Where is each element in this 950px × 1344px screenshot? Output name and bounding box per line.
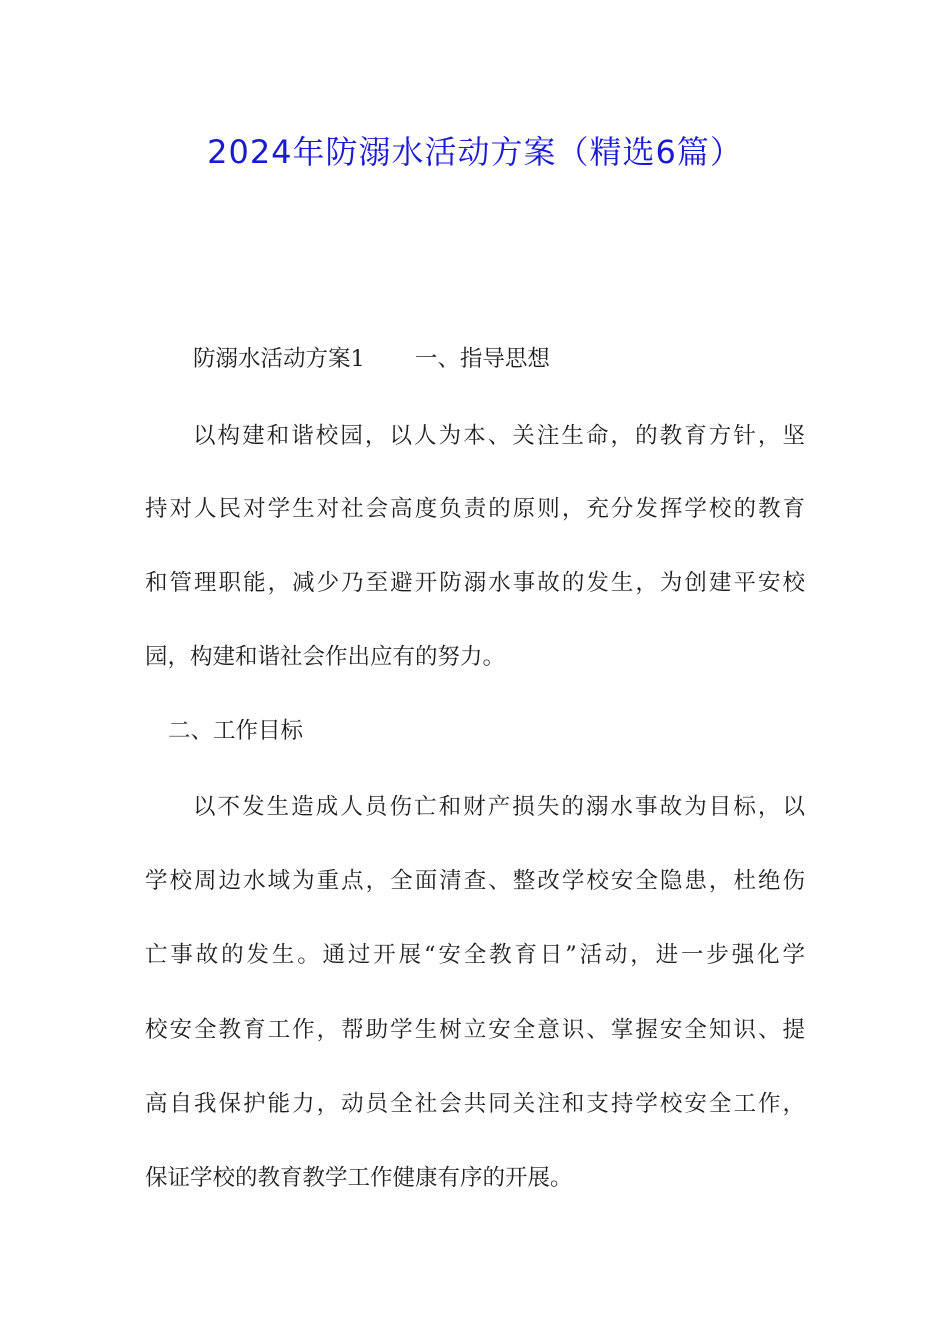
paragraph-line: 持对人民对学生对社会高度负责的原则，充分发挥学校的教育 — [145, 496, 805, 522]
paragraph-line: 高自我保护能力，动员全社会共同关注和支持学校安全工作， — [145, 1091, 805, 1117]
paragraph-line: 保证学校的教育教学工作健康有序的开展。 — [145, 1165, 573, 1191]
plan-heading-row — [193, 344, 550, 374]
plan-label: 防溺水活动方案1 — [193, 346, 365, 372]
document-title: 2024年防溺水活动方案（精选6篇） — [207, 133, 743, 171]
paragraph-line: 以构建和谐校园，以人为本、关注生命，的教育方针，坚 — [193, 423, 805, 449]
paragraph-line: 学校周边水域为重点，全面清查、整改学校安全隐患，杜绝伤 — [145, 868, 805, 894]
section-heading-work-goals: 二、工作目标 — [168, 718, 304, 744]
paragraph-line: 和管理职能，减少乃至避开防溺水事故的发生，为创建平安校 — [145, 570, 805, 596]
paragraph-line: 亡事故的发生。通过开展“安全教育日”活动，进一步强化学 — [145, 942, 805, 968]
paragraph-line: 园，构建和谐社会作出应有的努力。 — [145, 644, 506, 670]
paragraph-line: 校安全教育工作，帮助学生树立安全意识、掌握安全知识、提 — [145, 1017, 805, 1043]
paragraph-line: 以不发生造成人员伤亡和财产损失的溺水事故为目标，以 — [193, 794, 805, 820]
section-heading-guiding-ideology: 一、指导思想 — [414, 346, 550, 372]
